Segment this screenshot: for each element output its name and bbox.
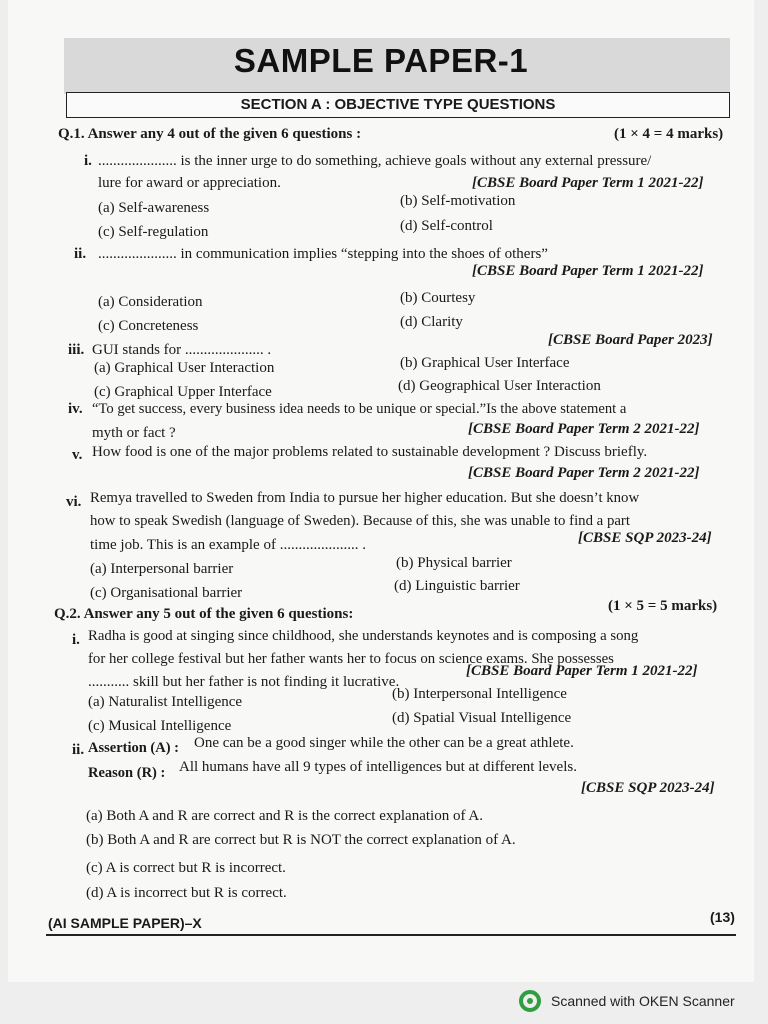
q2-ii-reason-label: Reason (R) : — [88, 765, 166, 781]
footer-series-label: (AI SAMPLE PAPER)–X — [48, 915, 202, 931]
q2-heading: Q.2. Answer any 5 out of the given 6 questions: — [54, 606, 354, 622]
q2-i-option-d: (d) Spatial Visual Intelligence — [392, 710, 572, 726]
q2-ii-reason-text: All humans have all 9 types of intelligences but at different levels. — [179, 759, 577, 775]
q1-heading: Q.1. Answer any 4 out of the given 6 questions : — [58, 126, 362, 142]
q1-iv-number: iv. — [68, 401, 83, 417]
q1-i-source: [CBSE Board Paper Term 1 2021-22] — [472, 175, 704, 191]
q2-ii-number: ii. — [72, 742, 85, 758]
q2-i-option-b: (b) Interpersonal Intelligence — [392, 686, 567, 702]
q2-ii-option-d: (d) A is incorrect but R is correct. — [86, 885, 287, 901]
q1-iii-option-d: (d) Geographical User Interaction — [398, 378, 601, 394]
q2-i-text-line3: ........... skill but her father is not finding it lucrative. — [88, 674, 400, 690]
q1-vi-text-line2: how to speak Swedish (language of Sweden). Because of this, she was unable to find a part — [90, 513, 630, 529]
q2-marks: (1 × 5 = 5 marks) — [608, 598, 718, 614]
q2-i-option-a: (a) Naturalist Intelligence — [88, 694, 243, 710]
q2-i-text-line1: Radha is good at singing since childhood, she understands keynotes and is composing a song — [88, 628, 639, 644]
q1-vi-option-d: (d) Linguistic barrier — [394, 578, 520, 594]
q2-ii-assertion-text: One can be a good singer while the other can be a great athlete. — [194, 735, 574, 751]
page-number: (13) — [710, 909, 735, 925]
q1-marks: (1 × 4 = 4 marks) — [614, 126, 724, 142]
section-heading: SECTION A : OBJECTIVE TYPE QUESTIONS — [66, 92, 730, 118]
q1-vi-option-b: (b) Physical barrier — [396, 555, 512, 571]
q1-vi-text-line3: time job. This is an example of ..................... . — [90, 537, 366, 553]
q2-ii-assertion-label: Assertion (A) : — [88, 740, 180, 756]
q1-ii-option-a: (a) Consideration — [98, 294, 203, 310]
q1-vi-option-c: (c) Organisational barrier — [90, 585, 243, 601]
oken-scanner-logo-icon — [519, 990, 541, 1012]
q1-ii-text: ..................... in communication implies “stepping into the shoes of others” — [98, 246, 548, 262]
q1-vi-number: vi. — [66, 494, 82, 510]
page-sheet — [8, 0, 754, 982]
q1-iii-source: [CBSE Board Paper 2023] — [548, 332, 713, 348]
q2-i-text-line2: for her college festival but her father wants her to focus on science exams. She possesses — [88, 651, 614, 667]
q1-v-text: How food is one of the major problems related to sustainable development ? Discuss briefly. — [92, 444, 648, 460]
q1-i-option-a: (a) Self-awareness — [98, 200, 210, 216]
scanner-watermark — [519, 990, 735, 1012]
q1-ii-option-c: (c) Concreteness — [98, 318, 199, 334]
q1-vi-option-a: (a) Interpersonal barrier — [90, 561, 234, 577]
q1-iii-number: iii. — [68, 342, 85, 358]
q1-ii-source: [CBSE Board Paper Term 1 2021-22] — [472, 263, 704, 279]
scanner-watermark-text: Scanned with OKEN Scanner — [551, 993, 735, 1009]
q1-iv-source: [CBSE Board Paper Term 2 2021-22] — [468, 421, 700, 437]
q1-iii-option-b: (b) Graphical User Interface — [400, 355, 570, 371]
q1-i-text-line1: ..................... is the inner urge to do something, achieve goals without any external pressure/ — [98, 153, 652, 169]
q2-i-source: [CBSE Board Paper Term 1 2021-22] — [466, 663, 698, 679]
q1-ii-number: ii. — [74, 246, 87, 262]
q1-i-text-line2: lure for award or appreciation. — [98, 175, 281, 191]
q1-vi-source: [CBSE SQP 2023-24] — [578, 530, 712, 546]
q2-ii-source: [CBSE SQP 2023-24] — [581, 780, 715, 796]
q1-i-number: i. — [84, 153, 92, 169]
q1-v-number: v. — [72, 447, 83, 463]
q2-ii-option-b: (b) Both A and R are correct but R is NOT the correct explanation of A. — [86, 832, 516, 848]
q1-vi-text-line1: Remya travelled to Sweden from India to pursue her higher education. But she doesn’t know — [90, 490, 640, 506]
page-title: SAMPLE PAPER-1 — [233, 42, 529, 79]
footer-rule — [46, 934, 736, 936]
q2-ii-option-a: (a) Both A and R are correct and R is the correct explanation of A. — [86, 808, 483, 824]
q1-v-source: [CBSE Board Paper Term 2 2021-22] — [468, 465, 700, 481]
q1-iv-text-line1: “To get success, every business idea needs to be unique or special.”Is the above statement a — [92, 401, 627, 417]
q1-i-option-b: (b) Self-motivation — [400, 193, 516, 209]
q1-i-option-d: (d) Self-control — [400, 218, 493, 234]
q1-iii-text: GUI stands for ..................... . — [92, 342, 272, 358]
q2-ii-option-c: (c) A is correct but R is incorrect. — [86, 860, 286, 876]
q1-iv-text-line2: myth or fact ? — [92, 425, 176, 441]
q1-iii-option-c: (c) Graphical Upper Interface — [94, 384, 272, 400]
q1-iii-option-a: (a) Graphical User Interaction — [94, 360, 275, 376]
q1-i-option-c: (c) Self-regulation — [98, 224, 209, 240]
q2-i-option-c: (c) Musical Intelligence — [88, 718, 232, 734]
q1-ii-option-d: (d) Clarity — [400, 314, 463, 330]
q1-ii-option-b: (b) Courtesy — [400, 290, 476, 306]
q2-i-number: i. — [72, 632, 80, 648]
